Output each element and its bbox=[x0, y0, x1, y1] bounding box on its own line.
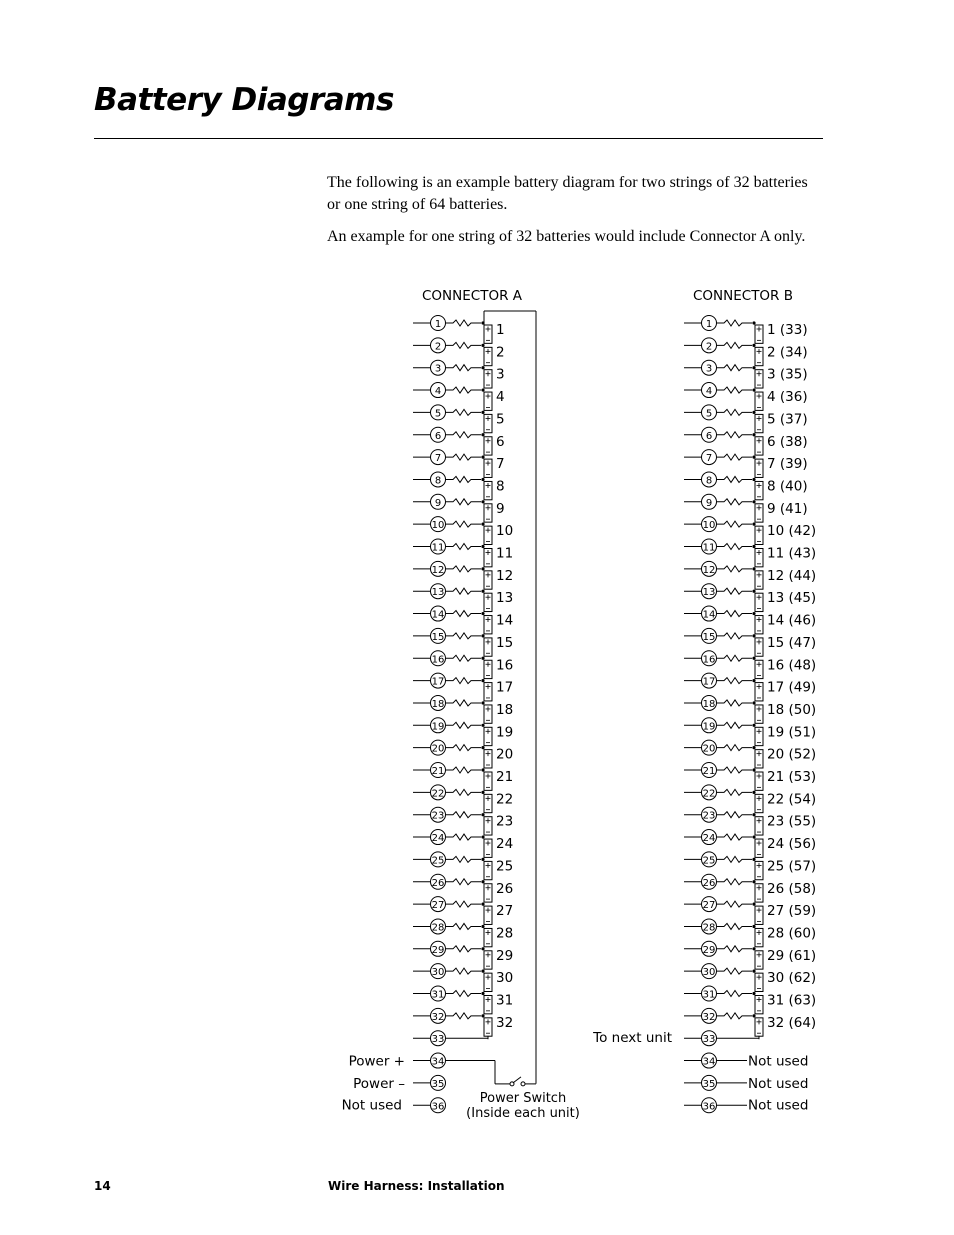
pin-number: 3 bbox=[434, 363, 442, 375]
battery-label: 13 (45) bbox=[767, 590, 817, 607]
fuse-wire bbox=[717, 767, 752, 773]
pin-number: 4 bbox=[434, 386, 442, 398]
tap-node bbox=[481, 567, 484, 570]
footer-page-number: 14 bbox=[94, 1179, 111, 1193]
pin-number: 19 bbox=[431, 721, 445, 733]
fuse-wire bbox=[446, 923, 481, 929]
battery-label: 25 bbox=[496, 858, 514, 875]
tap-node bbox=[752, 903, 755, 906]
pin-35-label: Not used bbox=[748, 1075, 809, 1092]
tap-node bbox=[481, 478, 484, 481]
tap-node bbox=[752, 970, 755, 973]
tap-node bbox=[752, 433, 755, 436]
fuse-wire bbox=[717, 901, 752, 907]
battery-label: 19 (51) bbox=[767, 724, 817, 741]
tap-node bbox=[481, 344, 484, 347]
battery-label: 32 (64) bbox=[767, 1014, 817, 1031]
pin-number: 26 bbox=[431, 877, 445, 889]
tap-node bbox=[752, 746, 755, 749]
pin-number: 11 bbox=[431, 542, 445, 554]
tap-node bbox=[752, 992, 755, 995]
tap-node bbox=[481, 433, 484, 436]
battery-label: 5 (37) bbox=[767, 411, 808, 428]
pin-number: 30 bbox=[702, 967, 716, 979]
battery-label: 10 (42) bbox=[767, 523, 817, 540]
pin-number: 8 bbox=[705, 475, 713, 487]
pin-number: 31 bbox=[702, 989, 716, 1001]
battery-label: 16 bbox=[496, 657, 514, 674]
pin-number: 24 bbox=[431, 833, 445, 845]
tap-node bbox=[481, 612, 484, 615]
tap-node bbox=[481, 903, 484, 906]
tap-node bbox=[481, 813, 484, 816]
fuse-wire bbox=[717, 432, 752, 438]
battery-label: 18 bbox=[496, 701, 514, 718]
pin-number: 35 bbox=[702, 1078, 716, 1090]
fuse-wire bbox=[446, 991, 481, 997]
pin-number: 4 bbox=[705, 386, 713, 398]
battery-label: 4 (36) bbox=[767, 389, 808, 406]
battery-label: 27 bbox=[496, 903, 514, 920]
pin-number: 28 bbox=[431, 922, 445, 934]
tap-node bbox=[752, 679, 755, 682]
tap-node bbox=[752, 366, 755, 369]
pin-number: 10 bbox=[431, 520, 445, 532]
pin-number: 32 bbox=[431, 1011, 445, 1023]
pin-36-label: Not used bbox=[341, 1097, 402, 1114]
battery-label: 30 (62) bbox=[767, 970, 817, 987]
fuse-wire bbox=[717, 320, 752, 326]
pin-number: 13 bbox=[702, 587, 716, 599]
fuse-wire bbox=[446, 879, 481, 885]
pin-number: 15 bbox=[431, 631, 445, 643]
pin-number: 7 bbox=[705, 453, 713, 465]
tap-node bbox=[752, 478, 755, 481]
pin-number: 33 bbox=[431, 1034, 445, 1046]
fuse-wire bbox=[446, 342, 481, 348]
battery-label: 1 (33) bbox=[767, 322, 808, 338]
fuse-wire bbox=[446, 722, 481, 728]
fuse-wire bbox=[446, 856, 481, 862]
fuse-wire bbox=[717, 834, 752, 840]
battery-label: 24 (56) bbox=[767, 836, 817, 853]
fuse-wire bbox=[717, 856, 752, 862]
fuse-wire bbox=[446, 499, 481, 505]
pin-35-label: Power – bbox=[353, 1075, 405, 1092]
pin-number: 20 bbox=[702, 743, 716, 755]
battery-label: 11 (43) bbox=[767, 545, 817, 562]
tap-node bbox=[752, 791, 755, 794]
fuse-wire bbox=[446, 633, 481, 639]
battery-label: 2 (34) bbox=[767, 344, 808, 361]
tap-node bbox=[752, 567, 755, 570]
tap-node bbox=[752, 1014, 755, 1017]
pin-number: 10 bbox=[702, 520, 716, 532]
tap-node bbox=[752, 634, 755, 637]
battery-label: 11 bbox=[496, 545, 514, 562]
tap-node bbox=[752, 590, 755, 593]
pin-number: 2 bbox=[434, 341, 442, 353]
tap-node bbox=[752, 657, 755, 660]
fuse-wire bbox=[717, 700, 752, 706]
battery-label: 32 bbox=[496, 1014, 514, 1031]
pin-number: 20 bbox=[431, 743, 445, 755]
fuse-wire bbox=[446, 968, 481, 974]
tap-node bbox=[481, 500, 484, 503]
pin-number: 5 bbox=[434, 408, 442, 420]
battery-label: 7 (39) bbox=[767, 456, 808, 473]
battery-label: 17 (49) bbox=[767, 679, 817, 696]
pin-number: 12 bbox=[431, 564, 445, 576]
page-title: Battery Diagrams bbox=[94, 82, 394, 118]
pin-number: 22 bbox=[431, 788, 445, 800]
battery-label: 28 (60) bbox=[767, 925, 817, 942]
switch-contact bbox=[521, 1082, 525, 1086]
pin-number: 29 bbox=[702, 944, 716, 956]
fuse-wire bbox=[717, 1013, 752, 1019]
fuse-wire bbox=[717, 678, 752, 684]
pin-number: 27 bbox=[702, 900, 716, 912]
fuse-wire bbox=[717, 521, 752, 527]
connector-b-label: CONNECTOR B bbox=[692, 288, 794, 304]
fuse-wire bbox=[717, 476, 752, 482]
fuse-wire bbox=[446, 655, 481, 661]
fuse-wire bbox=[717, 946, 752, 952]
pin-number: 17 bbox=[702, 676, 716, 688]
pin-number: 21 bbox=[702, 766, 716, 777]
tap-node bbox=[481, 366, 484, 369]
fuse-wire bbox=[446, 901, 481, 907]
fuse-wire bbox=[717, 499, 752, 505]
pin-36-label: Not used bbox=[748, 1097, 809, 1114]
battery-label: 3 bbox=[496, 366, 505, 383]
battery-label: 22 (54) bbox=[767, 791, 817, 808]
fuse-wire bbox=[717, 722, 752, 728]
fuse-wire bbox=[717, 365, 752, 371]
pin-number: 30 bbox=[431, 967, 445, 979]
pin-number: 1 bbox=[434, 319, 442, 330]
fuse-wire bbox=[446, 700, 481, 706]
fuse-wire bbox=[717, 544, 752, 550]
pin-number: 34 bbox=[431, 1056, 445, 1068]
pin-number: 23 bbox=[431, 810, 445, 822]
battery-label: 12 bbox=[496, 567, 514, 584]
fuse-wire bbox=[446, 611, 481, 617]
fuse-wire bbox=[446, 834, 481, 840]
battery-label: 13 bbox=[496, 590, 514, 607]
tap-node bbox=[752, 612, 755, 615]
tap-node bbox=[752, 724, 755, 727]
battery-label: 26 (58) bbox=[767, 880, 817, 897]
fuse-wire bbox=[446, 678, 481, 684]
tap-node bbox=[752, 321, 755, 324]
fuse-wire bbox=[717, 991, 752, 997]
pin-number: 6 bbox=[434, 430, 442, 442]
pin-number: 34 bbox=[702, 1056, 716, 1068]
pin-number: 25 bbox=[431, 855, 445, 867]
tap-node bbox=[481, 992, 484, 995]
battery-label: 28 bbox=[496, 925, 514, 942]
battery-label: 9 (41) bbox=[767, 500, 808, 517]
tap-node bbox=[481, 724, 484, 727]
fuse-wire bbox=[446, 409, 481, 415]
fuse-wire bbox=[446, 454, 481, 460]
tap-node bbox=[481, 925, 484, 928]
tap-node bbox=[481, 388, 484, 391]
fuse-wire bbox=[717, 655, 752, 661]
fuse-wire bbox=[717, 812, 752, 818]
fuse-wire bbox=[446, 588, 481, 594]
pin-number: 17 bbox=[431, 676, 445, 688]
tap-node bbox=[481, 880, 484, 883]
fuse-wire bbox=[446, 365, 481, 371]
battery-label: 4 bbox=[496, 389, 505, 406]
battery-label: 12 (44) bbox=[767, 567, 817, 584]
pin-number: 35 bbox=[431, 1078, 445, 1090]
switch-label: Power Switch bbox=[479, 1091, 567, 1106]
tap-node bbox=[481, 411, 484, 414]
pin-number: 21 bbox=[431, 766, 445, 777]
battery-label: 6 bbox=[496, 433, 505, 450]
pin-number: 2 bbox=[705, 341, 713, 353]
battery-label: 24 bbox=[496, 836, 514, 853]
tap-node bbox=[481, 701, 484, 704]
battery-label: 23 (55) bbox=[767, 813, 817, 830]
tap-node bbox=[481, 835, 484, 838]
pin-number: 24 bbox=[702, 833, 716, 845]
battery-label: 16 (48) bbox=[767, 657, 817, 674]
battery-label: 21 (53) bbox=[767, 769, 817, 785]
pin-number: 16 bbox=[702, 654, 716, 666]
pin-number: 14 bbox=[702, 609, 716, 621]
fuse-wire bbox=[446, 1013, 481, 1019]
pin-number: 28 bbox=[702, 922, 716, 934]
pin-number: 36 bbox=[702, 1101, 716, 1113]
pin-number: 6 bbox=[705, 430, 713, 442]
battery-label: 1 bbox=[496, 322, 505, 338]
pin-number: 12 bbox=[702, 564, 716, 576]
battery-label: 7 bbox=[496, 456, 505, 473]
tap-node bbox=[752, 835, 755, 838]
pin-number: 11 bbox=[702, 542, 716, 554]
fuse-wire bbox=[717, 387, 752, 393]
fuse-wire bbox=[446, 432, 481, 438]
pin-number: 36 bbox=[431, 1101, 445, 1113]
pin-number: 19 bbox=[702, 721, 716, 733]
fuse-wire bbox=[446, 812, 481, 818]
pin-number: 9 bbox=[434, 497, 442, 509]
battery-label: 27 (59) bbox=[767, 903, 817, 920]
battery-label: 29 bbox=[496, 947, 514, 964]
battery-label: 6 (38) bbox=[767, 433, 808, 450]
battery-label: 31 bbox=[496, 992, 514, 1009]
fuse-wire bbox=[717, 879, 752, 885]
pin-number: 32 bbox=[702, 1011, 716, 1023]
tap-node bbox=[752, 456, 755, 459]
battery-label: 17 bbox=[496, 679, 514, 696]
battery-label: 23 bbox=[496, 813, 514, 830]
fuse-wire bbox=[446, 476, 481, 482]
intro-paragraph: The following is an example battery diagram for two strings of 32 batteries or one string of 64 batteries. bbox=[327, 174, 808, 213]
battery-label: 15 bbox=[496, 634, 514, 651]
tap-node bbox=[481, 523, 484, 526]
tap-node bbox=[752, 701, 755, 704]
battery-label: 31 (63) bbox=[767, 992, 817, 1009]
tap-node bbox=[752, 768, 755, 771]
fuse-wire bbox=[717, 566, 752, 572]
pin-number: 14 bbox=[431, 609, 445, 621]
fuse-wire bbox=[717, 454, 752, 460]
connector-a-label: CONNECTOR A bbox=[422, 288, 522, 304]
fuse-wire bbox=[446, 767, 481, 773]
pin-number: 16 bbox=[431, 654, 445, 666]
switch-label: (Inside each unit) bbox=[466, 1106, 580, 1121]
battery-label: 5 bbox=[496, 411, 505, 428]
fuse-wire bbox=[717, 745, 752, 751]
tap-node bbox=[481, 746, 484, 749]
tap-node bbox=[481, 858, 484, 861]
pin-number: 27 bbox=[431, 900, 445, 912]
battery-label: 20 bbox=[496, 746, 514, 763]
tap-node bbox=[481, 679, 484, 682]
fuse-wire bbox=[717, 968, 752, 974]
battery-label: 22 bbox=[496, 791, 514, 808]
battery-label: 10 bbox=[496, 523, 514, 540]
battery-label: 8 (40) bbox=[767, 478, 808, 495]
pin-34-label: Not used bbox=[748, 1053, 809, 1070]
tap-node bbox=[481, 947, 484, 950]
tap-node bbox=[481, 768, 484, 771]
tap-node bbox=[752, 925, 755, 928]
fuse-wire bbox=[446, 789, 481, 795]
battery-label: 9 bbox=[496, 500, 505, 517]
tap-node bbox=[752, 388, 755, 391]
switch-blade bbox=[513, 1077, 521, 1083]
fuse-wire bbox=[717, 789, 752, 795]
fuse-wire bbox=[717, 633, 752, 639]
tap-node bbox=[752, 545, 755, 548]
battery-label: 19 bbox=[496, 724, 514, 741]
battery-label: 14 (46) bbox=[767, 612, 817, 629]
battery-label: 8 bbox=[496, 478, 505, 495]
fuse-wire bbox=[446, 544, 481, 550]
fuse-wire bbox=[717, 588, 752, 594]
battery-label: 18 (50) bbox=[767, 701, 817, 718]
battery-label: 30 bbox=[496, 970, 514, 987]
pin-number: 8 bbox=[434, 475, 442, 487]
pin-number: 18 bbox=[431, 698, 445, 710]
tap-node bbox=[481, 634, 484, 637]
tap-node bbox=[752, 880, 755, 883]
pin-number: 15 bbox=[702, 631, 716, 643]
pin-number: 9 bbox=[705, 497, 713, 509]
tap-node bbox=[481, 590, 484, 593]
tap-node bbox=[752, 344, 755, 347]
pin-number: 26 bbox=[702, 877, 716, 889]
fuse-wire bbox=[717, 611, 752, 617]
fuse-wire bbox=[446, 946, 481, 952]
pin-number: 3 bbox=[705, 363, 713, 375]
tap-node bbox=[481, 970, 484, 973]
battery-label: 26 bbox=[496, 880, 514, 897]
pin-number: 23 bbox=[702, 810, 716, 822]
fuse-wire bbox=[446, 566, 481, 572]
pin-number: 25 bbox=[702, 855, 716, 867]
tap-node bbox=[481, 657, 484, 660]
pin-number: 7 bbox=[434, 453, 442, 465]
fuse-wire bbox=[446, 745, 481, 751]
battery-label: 25 (57) bbox=[767, 858, 817, 875]
pin-number: 5 bbox=[705, 408, 713, 420]
fuse-wire bbox=[717, 342, 752, 348]
connector-a-note-paragraph: An example for one string of 32 batteries would include Connector A only. bbox=[327, 228, 806, 245]
battery-label: 15 (47) bbox=[767, 634, 817, 651]
fuse-wire bbox=[717, 409, 752, 415]
pin-number: 33 bbox=[702, 1034, 716, 1046]
tap-node bbox=[752, 813, 755, 816]
pin-number: 31 bbox=[431, 989, 445, 1001]
pin-number: 1 bbox=[705, 319, 713, 330]
tap-node bbox=[481, 456, 484, 459]
pin-number: 13 bbox=[431, 587, 445, 599]
battery-label: 14 bbox=[496, 612, 514, 629]
tap-node bbox=[752, 858, 755, 861]
battery-label: 20 (52) bbox=[767, 746, 817, 763]
pin-number: 29 bbox=[431, 944, 445, 956]
footer-section-title: Wire Harness: Installation bbox=[328, 1179, 505, 1193]
pin-number: 22 bbox=[702, 788, 716, 800]
tap-node bbox=[752, 411, 755, 414]
battery-label: 21 bbox=[496, 769, 514, 785]
battery-label: 3 (35) bbox=[767, 366, 808, 383]
fuse-wire bbox=[446, 387, 481, 393]
tap-node bbox=[481, 791, 484, 794]
tap-node bbox=[752, 500, 755, 503]
tap-node bbox=[752, 523, 755, 526]
pin-34-label: Power + bbox=[348, 1053, 405, 1070]
battery-label: 29 (61) bbox=[767, 947, 817, 964]
pin-number: 18 bbox=[702, 698, 716, 710]
fuse-wire bbox=[446, 320, 481, 326]
fuse-wire bbox=[717, 923, 752, 929]
pin-33-label: To next unit bbox=[593, 1030, 672, 1047]
battery-label: 2 bbox=[496, 344, 505, 361]
tap-node bbox=[481, 1014, 484, 1017]
fuse-wire bbox=[446, 521, 481, 527]
tap-node bbox=[481, 545, 484, 548]
tap-node bbox=[752, 947, 755, 950]
